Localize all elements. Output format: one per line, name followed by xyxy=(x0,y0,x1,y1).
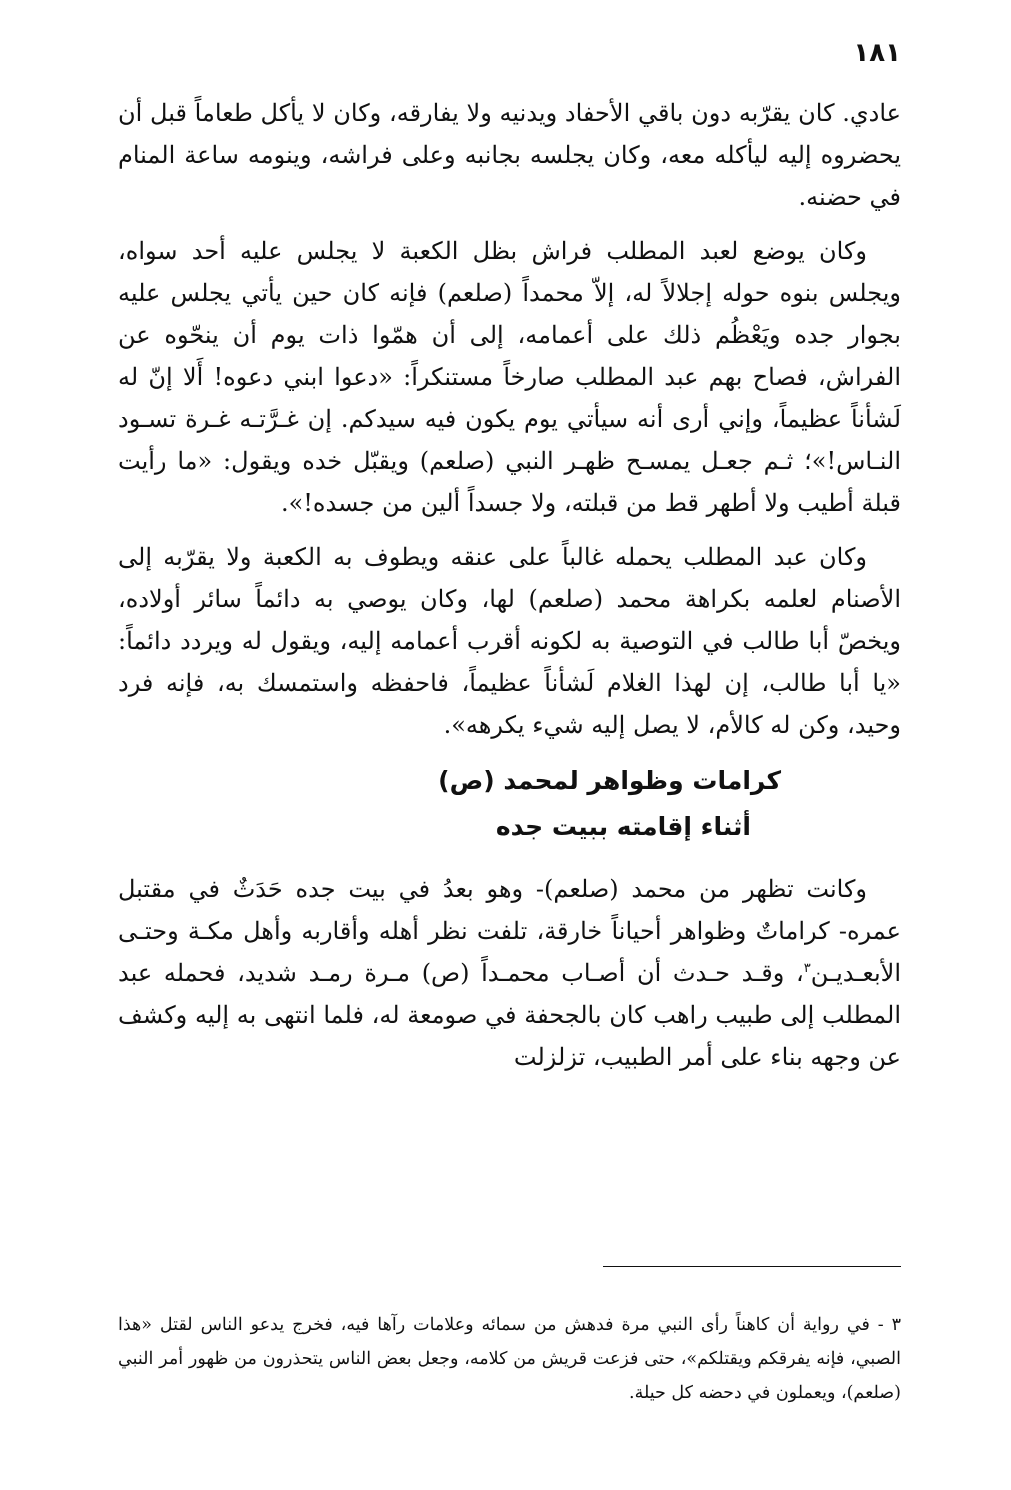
footnote: ٣ - في رواية أن كاهناً رأى النبي مرة فدهش من سمائه وعلامات رآها فيه، فخرج يدعو الناس لقتل «هذا الصبي، فإنه يفرقكم ويقتلكم»، حتى فزعت قريش من كلامه، وجعل بعض الناس يتحذرون من ظهور أمر النبي (صلعم)، ويعملون في دحضه كل حيلة. xyxy=(118,1314,901,1403)
body-text xyxy=(118,92,901,1090)
footnote-divider xyxy=(603,1266,901,1267)
section-heading xyxy=(118,758,901,850)
page-number: ١٨١ xyxy=(853,38,901,68)
paragraph-3: وكان عبد المطلب يحمله غالباً على عنقه ويطوف به الكعبة ولا يقرّبه إلى الأصنام لعلمه بكراهة محمد (صلعم) لها، وكان يوصي به دائماً سائر أولاده، ويخصّ أبا طالب في التوصية به لكونه أقرب أعمامه إليه، ويقول له ويردد دائماً: «يا أبا طالب، إن لهذا الغلام لَشأناً عظيماً، فاحفظه واستمسك به، فإنه فرد وحيد، وكن له كالأم، لا يصل إليه شيء يكرهه». xyxy=(118,543,901,739)
section-heading-line-1: كرامات وظواهر لمحمد (ص) xyxy=(438,766,781,795)
paragraph-4-text-start: وكانت تظهر من محمد (صلعم)- وهو بعدُ في بيت جده حَدَثٌ في مقتبل عمره- كراماتٌ وظواهر أحياناً خارقة، تلفت نظر أهله وأقاربه وأهل مكـة وحتـى الأبعـديـن xyxy=(118,875,901,987)
paragraph-4-text-end: ، وقـد حـدث أن أصـاب محمـداً (ص) مـرة رمـد شديد، فحمله عبد المطلب إلى طبيب راهب كان بالجحفة في صومعة له، فلما انتهى به إليه وكشف عن وجهه بناء على أمر الطبيب، تزلزلت xyxy=(118,959,901,1071)
section-heading-line-2: أثناء إقامته ببيت جده xyxy=(495,812,751,841)
paragraph-4 xyxy=(118,868,901,1078)
paragraph-1: عادي. كان يقرّبه دون باقي الأحفاد ويدنيه ولا يفارقه، وكان لا يأكل طعاماً قبل أن يحضروه إليه ليأكله معه، وكان يجلسه بجانبه وعلى فراشه، وينومه ساعة المنام في حضنه. xyxy=(118,99,901,211)
footnote-reference: ٣ xyxy=(803,961,811,976)
paragraph-2: وكان يوضع لعبد المطلب فراش بظل الكعبة لا يجلس عليه أحد سواه، ويجلس بنوه حوله إجلالاً له، إلاّ محمداً (صلعم) فإنه كان حين يأتي يجلس عليه بجوار جده ويَعْظُم ذلك على أعمامه، إلى أن همّوا ذات يوم أن ينحّوه عن الفراش، فصاح بهم عبد المطلب صارخاً مستنكراً: «دعوا ابني دعوه! أَلا إنّ له لَشأناً عظيماً، وإني أرى أنه سيأتي يوم يكون فيه سيدكم. إن غـرَّتـه غـرة تسـود النـاس!»؛ ثـم جعـل يمسـح ظهـر النبي (صلعم) ويقبّل خده ويقول: «ما رأيت قبلة أطيب ولا أطهر قط من قبلته، ولا جسداً ألين من جسده!». xyxy=(118,237,902,517)
